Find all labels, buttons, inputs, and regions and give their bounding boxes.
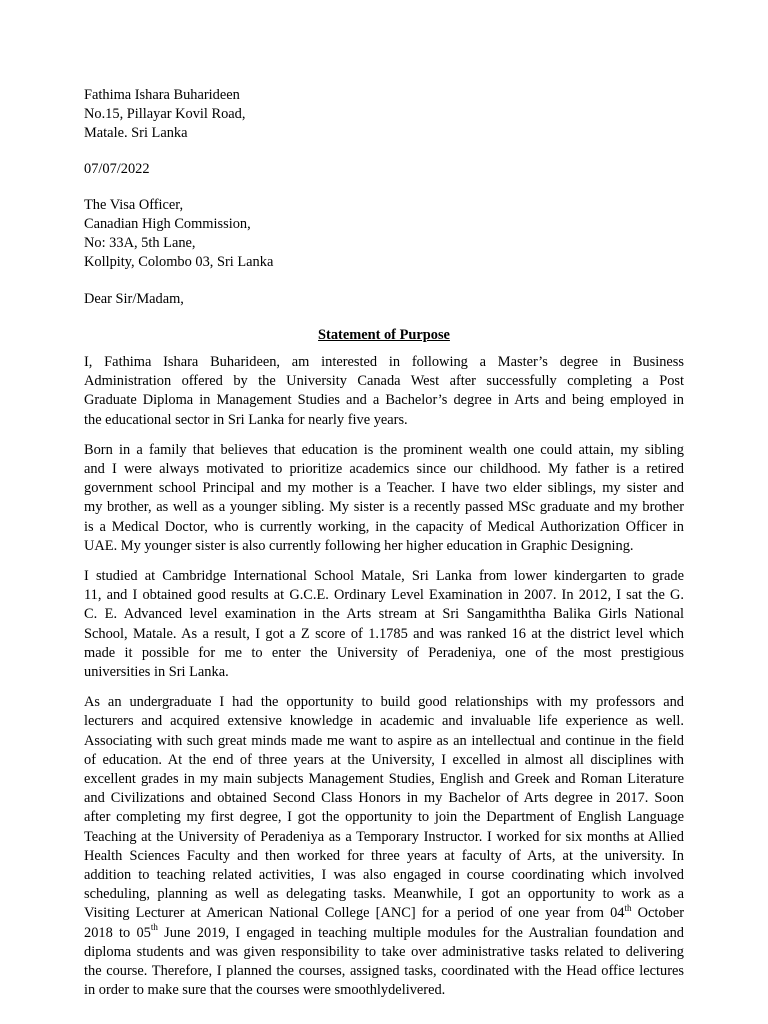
salutation-text: Dear Sir/Madam, bbox=[84, 291, 184, 307]
recipient-line: No: 33A, 5th Lane, bbox=[84, 235, 196, 251]
sender-address-line: No.15, Pillayar Kovil Road, bbox=[84, 106, 246, 122]
paragraph-university bbox=[84, 693, 684, 1000]
paragraph-line: Teaching at the University of Peradeniya as a Temporary Instructor. I worked for six months at Allied bbox=[84, 828, 684, 845]
paragraph-line: diploma students and was given responsibility to take over administrative tasks related to delivering bbox=[84, 943, 684, 960]
paragraph-line: I, Fathima Ishara Buharideen, am interested in following a Master’s degree in Business bbox=[84, 354, 684, 370]
paragraph-line: excellent grades in my main subjects Management Studies, English and Greek and Roman Literature bbox=[84, 771, 684, 788]
paragraph-line: I studied at Cambridge International School Matale, Sri Lanka from lower kindergarten to grade bbox=[84, 568, 684, 585]
paragraph-line: C. E. Advanced level examination in the Arts stream at Sri Sangamiththa Balika Girls National bbox=[84, 606, 684, 623]
sender-address bbox=[84, 86, 684, 143]
letter-date bbox=[84, 160, 684, 179]
paragraph-line: Associating with such great minds made me want to aspire as an intellectual and continue in the field bbox=[84, 732, 684, 749]
paragraph-line: Graduate Diploma in Management Studies and a Bachelor’s degree in Arts and being employed in bbox=[84, 392, 684, 409]
recipient-line: Canadian High Commission, bbox=[84, 216, 251, 232]
recipient-line: The Visa Officer, bbox=[84, 197, 184, 213]
paragraph-line: scheduling, planning as well as delegating tasks. Meanwhile, I got an opportunity to work as a bbox=[84, 886, 684, 903]
recipient-address bbox=[84, 196, 684, 272]
paragraph-line: the educational sector in Sri Lanka for nearly five years. bbox=[84, 411, 408, 428]
paragraph-line bbox=[84, 921, 684, 943]
paragraph-line: the course. Therefore, I planned the courses, assigned tasks, coordinated with the Head office lectures bbox=[84, 963, 684, 980]
paragraph-intro bbox=[84, 353, 684, 430]
paragraph-schooling bbox=[84, 567, 684, 682]
recipient-line: Kollpity, Colombo 03, Sri Lanka bbox=[84, 254, 274, 270]
paragraph-line: after completing my first degree, I got the opportunity to join the Department of English Language bbox=[84, 809, 684, 826]
line-text: June 2019, I engaged in teaching multiple modules for the Australian foundation and bbox=[157, 924, 684, 941]
paragraph-line: 11, and I obtained good results at G.C.E. Ordinary Level Examination in 2007. In 2012, I sat the G. bbox=[84, 587, 684, 604]
paragraph-line: and I were always motivated to prioritize academics since our childhood. My father is a retired bbox=[84, 461, 684, 478]
date-text: 07/07/2022 bbox=[84, 161, 150, 177]
paragraph-line: my brother, as well as a younger sibling. My sister is a recently passed MSc graduate and my brother bbox=[84, 499, 684, 516]
sender-name: Fathima Ishara Buharideen bbox=[84, 87, 240, 103]
document-title: Statement of Purpose bbox=[318, 327, 450, 343]
paragraph-line: universities in Sri Lanka. bbox=[84, 664, 229, 681]
paragraph-line: is a Medical Doctor, who is currently working, in the capacity of Medical Authorization Officer in bbox=[84, 518, 684, 535]
paragraph-line: addition to teaching related activities, I was also engaged in course coordinating which involved bbox=[84, 867, 684, 884]
line-text: Visiting Lecturer at American National College [ANC] for a period of one year from 04 bbox=[84, 905, 625, 922]
paragraph-line: UAE. My younger sister is also currently following her higher education in Graphic Designing. bbox=[84, 537, 634, 554]
paragraph-line: lecturers and acquired extensive knowledge in academic and invaluable life experience as well. bbox=[84, 713, 684, 730]
paragraph-family bbox=[84, 441, 684, 556]
paragraph-line bbox=[84, 904, 684, 923]
paragraph-line: School, Matale. As a result, I got a Z score of 1.1785 and was ranked 16 at the district level which bbox=[84, 625, 684, 642]
paragraph-line: and Civilizations and obtained Second Class Honors in my Bachelor of Arts degree in 2017. Soon bbox=[84, 790, 684, 807]
line-text: 2018 to 05 bbox=[84, 924, 151, 941]
ordinal-suffix: th bbox=[150, 921, 158, 932]
paragraph-line: Born in a family that believes that education is the prominent wealth one could attain, my sibling bbox=[84, 441, 684, 458]
paragraph-line: Administration offered by the University Canada West after successfully completing a Post bbox=[84, 373, 684, 390]
ordinal-suffix: th bbox=[624, 902, 632, 913]
line-text: October bbox=[631, 905, 684, 922]
paragraph-line: Health Sciences Faculty and then worked for three years at faculty of Arts, at the university. In bbox=[84, 847, 684, 864]
letter-page bbox=[84, 86, 684, 1001]
salutation bbox=[84, 290, 684, 309]
paragraph-line: made it possible for me to enter the University of Peradeniya, one of the most prestigious bbox=[84, 644, 684, 661]
paragraph-line: in order to make sure that the courses were smoothlydelivered. bbox=[84, 982, 446, 999]
paragraph-line: of education. At the end of three years at the University, I excelled in almost all disciplines with bbox=[84, 751, 684, 768]
sender-address-line: Matale. Sri Lanka bbox=[84, 125, 188, 141]
paragraph-line: government school Principal and my mother is a Teacher. I have two elder siblings, my sister and bbox=[84, 480, 684, 497]
paragraph-line: As an undergraduate I had the opportunity to build good relationships with my professors and bbox=[84, 694, 684, 711]
